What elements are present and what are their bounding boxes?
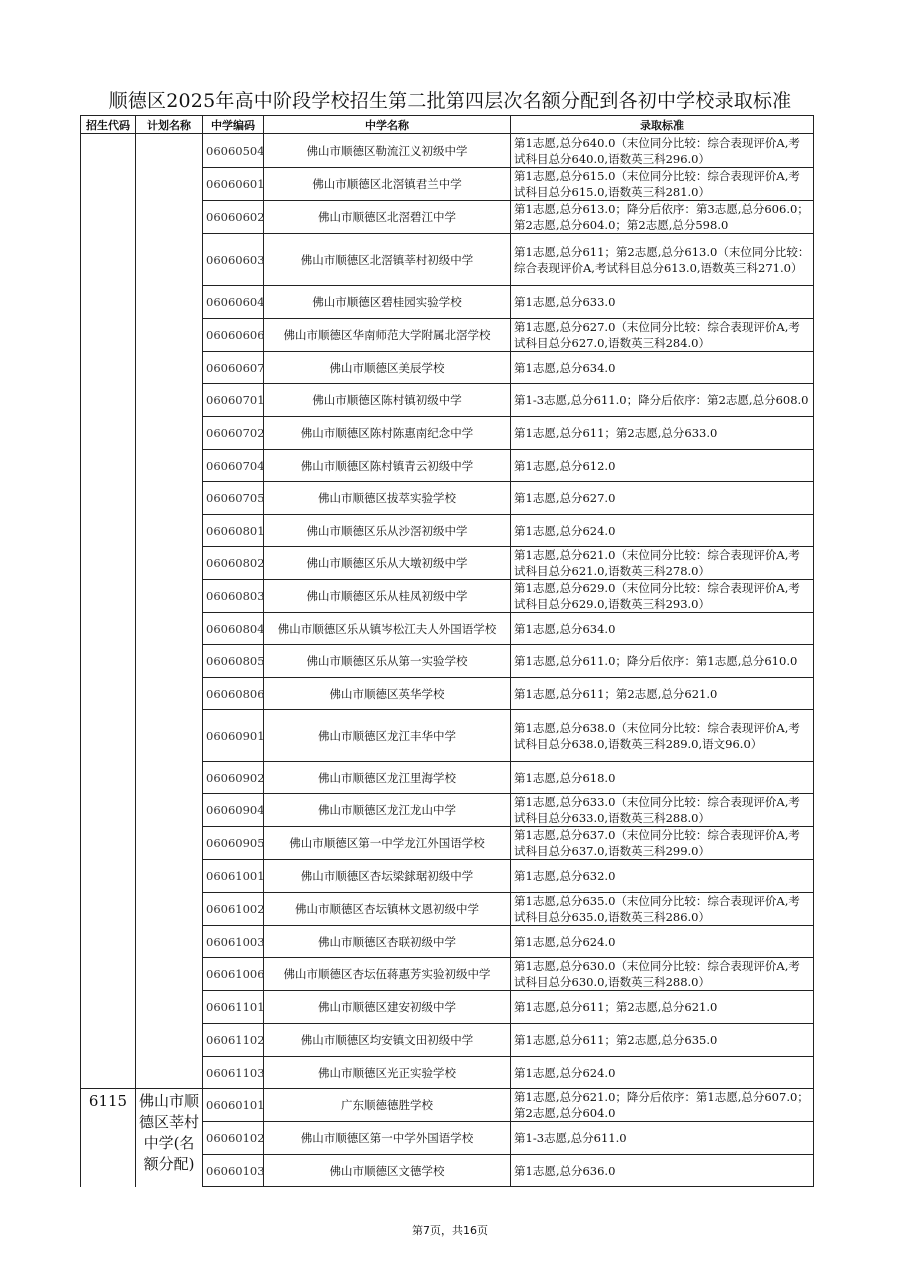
admission-standard-cell: 第1志愿,总分633.0（末位同分比较：综合表现评价A,考试科目总分633.0,语数英三科288.0） <box>511 794 814 827</box>
school-code-cell: 06060101 <box>203 1089 264 1122</box>
school-code-cell: 06060905 <box>203 827 264 860</box>
school-code-cell: 06060902 <box>203 762 264 794</box>
school-code-cell: 06060602 <box>203 201 264 234</box>
admission-standard-cell: 第1志愿,总分632.0 <box>511 860 814 893</box>
school-name-cell: 佛山市顺德区北滘镇莘村初级中学 <box>264 234 511 286</box>
admission-standard-cell: 第1志愿,总分634.0 <box>511 352 814 384</box>
school-code-cell: 06060806 <box>203 678 264 710</box>
enroll-code-cell <box>81 134 136 1089</box>
school-name-cell: 佛山市顺德区光正实验学校 <box>264 1057 511 1089</box>
school-name-cell: 佛山市顺德区华南师范大学附属北滘学校 <box>264 319 511 352</box>
admission-standard-cell: 第1志愿,总分627.0 <box>511 482 814 515</box>
school-code-cell: 06060904 <box>203 794 264 827</box>
admission-standard-cell: 第1-3志愿,总分611.0 <box>511 1122 814 1155</box>
school-name-cell: 佛山市顺德区第一中学外国语学校 <box>264 1122 511 1155</box>
school-name-cell: 佛山市顺德区乐从镇岑松江夫人外国语学校 <box>264 613 511 645</box>
school-name-cell: 广东顺德德胜学校 <box>264 1089 511 1122</box>
school-code-cell: 06060603 <box>203 234 264 286</box>
school-name-cell: 佛山市顺德区杏联初级中学 <box>264 926 511 958</box>
plan-name-cell: 佛山市顺德区莘村中学(名额分配) <box>136 1089 203 1187</box>
school-name-cell: 佛山市顺德区乐从第一实验学校 <box>264 645 511 678</box>
admission-standard-cell: 第1志愿,总分635.0（末位同分比较：综合表现评价A,考试科目总分635.0,语数英三科286.0） <box>511 893 814 926</box>
admission-standard-cell: 第1志愿,总分627.0（末位同分比较：综合表现评价A,考试科目总分627.0,语数英三科284.0） <box>511 319 814 352</box>
school-name-cell: 佛山市顺德区杏坛镇林文恩初级中学 <box>264 893 511 926</box>
school-code-cell: 06060103 <box>203 1155 264 1187</box>
school-name-cell: 佛山市顺德区拔萃实验学校 <box>264 482 511 515</box>
admission-standard-cell: 第1志愿,总分621.0；降分后依序：第1志愿,总分607.0；第2志愿,总分604.0 <box>511 1089 814 1122</box>
admission-standard-cell: 第1志愿,总分629.0（末位同分比较：综合表现评价A,考试科目总分629.0,语数英三科293.0） <box>511 580 814 613</box>
school-name-cell: 佛山市顺德区美辰学校 <box>264 352 511 384</box>
admission-standard-cell: 第1志愿,总分624.0 <box>511 926 814 958</box>
plan-name-cell <box>136 134 203 1089</box>
admission-standard-cell: 第1志愿,总分640.0（末位同分比较：综合表现评价A,考试科目总分640.0,语数英三科296.0） <box>511 134 814 168</box>
school-name-cell: 佛山市顺德区乐从大墩初级中学 <box>264 547 511 580</box>
header-school-code: 中学编码 <box>203 116 264 134</box>
header-school-name: 中学名称 <box>264 116 511 134</box>
school-code-cell: 06060504 <box>203 134 264 168</box>
school-name-cell: 佛山市顺德区乐从桂凤初级中学 <box>264 580 511 613</box>
school-code-cell: 06060901 <box>203 710 264 762</box>
admission-standard-cell: 第1志愿,总分634.0 <box>511 613 814 645</box>
school-code-cell: 06061102 <box>203 1024 264 1057</box>
school-code-cell: 06061101 <box>203 991 264 1024</box>
table-header-row <box>81 116 814 134</box>
school-code-cell: 06060802 <box>203 547 264 580</box>
table-row <box>81 134 814 168</box>
school-name-cell: 佛山市顺德区龙江丰华中学 <box>264 710 511 762</box>
school-name-cell: 佛山市顺德区陈村镇初级中学 <box>264 384 511 417</box>
school-name-cell: 佛山市顺德区杏坛伍蒋惠芳实验初级中学 <box>264 958 511 991</box>
admission-standard-cell: 第1志愿,总分624.0 <box>511 515 814 547</box>
admission-standard-cell: 第1志愿,总分637.0（末位同分比较：综合表现评价A,考试科目总分637.0,语数英三科299.0） <box>511 827 814 860</box>
school-name-cell: 佛山市顺德区乐从沙滘初级中学 <box>264 515 511 547</box>
table-row <box>81 1089 814 1122</box>
admission-standard-cell: 第1志愿,总分624.0 <box>511 1057 814 1089</box>
school-code-cell: 06061003 <box>203 926 264 958</box>
admission-table <box>80 115 814 1187</box>
school-name-cell: 佛山市顺德区杏坛梁銶琚初级中学 <box>264 860 511 893</box>
school-name-cell: 佛山市顺德区龙江里海学校 <box>264 762 511 794</box>
page-title: 顺德区2025年高中阶段学校招生第二批第四层次名额分配到各初中学校录取标准 <box>108 90 792 112</box>
school-code-cell: 06060702 <box>203 417 264 450</box>
school-name-cell: 佛山市顺德区均安镇文田初级中学 <box>264 1024 511 1057</box>
school-name-cell: 佛山市顺德区陈村镇青云初级中学 <box>264 450 511 482</box>
admission-standard-cell: 第1志愿,总分621.0（末位同分比较：综合表现评价A,考试科目总分621.0,语数英三科278.0） <box>511 547 814 580</box>
admission-standard-cell: 第1志愿,总分638.0（末位同分比较：综合表现评价A,考试科目总分638.0,语数英三科289.0,语文96.0） <box>511 710 814 762</box>
school-name-cell: 佛山市顺德区英华学校 <box>264 678 511 710</box>
school-code-cell: 06061103 <box>203 1057 264 1089</box>
school-name-cell: 佛山市顺德区北滘碧江中学 <box>264 201 511 234</box>
school-code-cell: 06060604 <box>203 286 264 319</box>
admission-standard-cell: 第1志愿,总分633.0 <box>511 286 814 319</box>
school-code-cell: 06060704 <box>203 450 264 482</box>
school-name-cell: 佛山市顺德区碧桂园实验学校 <box>264 286 511 319</box>
school-code-cell: 06061006 <box>203 958 264 991</box>
school-code-cell: 06060701 <box>203 384 264 417</box>
school-name-cell: 佛山市顺德区陈村陈惠南纪念中学 <box>264 417 511 450</box>
school-code-cell: 06061002 <box>203 893 264 926</box>
admission-standard-cell: 第1志愿,总分613.0；降分后依序：第3志愿,总分606.0；第2志愿,总分604.0；第2志愿,总分598.0 <box>511 201 814 234</box>
school-code-cell: 06060803 <box>203 580 264 613</box>
school-code-cell: 06060805 <box>203 645 264 678</box>
admission-standard-cell: 第1志愿,总分611；第2志愿,总分635.0 <box>511 1024 814 1057</box>
school-code-cell: 06061001 <box>203 860 264 893</box>
school-name-cell: 佛山市顺德区勒流江义初级中学 <box>264 134 511 168</box>
school-name-cell: 佛山市顺德区龙江龙山中学 <box>264 794 511 827</box>
header-admission-standard: 录取标准 <box>511 116 814 134</box>
admission-standard-cell: 第1志愿,总分611；第2志愿,总分621.0 <box>511 678 814 710</box>
school-name-cell: 佛山市顺德区北滘镇君兰中学 <box>264 168 511 201</box>
admission-standard-cell: 第1志愿,总分630.0（末位同分比较：综合表现评价A,考试科目总分630.0,语数英三科288.0） <box>511 958 814 991</box>
school-code-cell: 06060801 <box>203 515 264 547</box>
school-code-cell: 06060601 <box>203 168 264 201</box>
admission-standard-cell: 第1志愿,总分611；第2志愿,总分633.0 <box>511 417 814 450</box>
admission-standard-cell: 第1志愿,总分612.0 <box>511 450 814 482</box>
school-code-cell: 06060705 <box>203 482 264 515</box>
admission-standard-cell: 第1志愿,总分618.0 <box>511 762 814 794</box>
enroll-code-cell: 6115 <box>81 1089 136 1187</box>
school-name-cell: 佛山市顺德区建安初级中学 <box>264 991 511 1024</box>
admission-standard-cell: 第1-3志愿,总分611.0；降分后依序：第2志愿,总分608.0 <box>511 384 814 417</box>
school-code-cell: 06060607 <box>203 352 264 384</box>
admission-standard-cell: 第1志愿,总分611.0；降分后依序：第1志愿,总分610.0 <box>511 645 814 678</box>
admission-standard-cell: 第1志愿,总分636.0 <box>511 1155 814 1187</box>
school-code-cell: 06060606 <box>203 319 264 352</box>
page-number: 第7页，共16页 <box>412 1224 488 1237</box>
school-code-cell: 06060102 <box>203 1122 264 1155</box>
header-plan-name: 计划名称 <box>136 116 203 134</box>
admission-standard-cell: 第1志愿,总分611；第2志愿,总分613.0（末位同分比较：综合表现评价A,考试科目总分613.0,语数英三科271.0） <box>511 234 814 286</box>
admission-standard-cell: 第1志愿,总分611；第2志愿,总分621.0 <box>511 991 814 1024</box>
header-enroll-code: 招生代码 <box>81 116 136 134</box>
admission-standard-cell: 第1志愿,总分615.0（末位同分比较：综合表现评价A,考试科目总分615.0,语数英三科281.0） <box>511 168 814 201</box>
school-code-cell: 06060804 <box>203 613 264 645</box>
school-name-cell: 佛山市顺德区第一中学龙江外国语学校 <box>264 827 511 860</box>
school-name-cell: 佛山市顺德区文德学校 <box>264 1155 511 1187</box>
